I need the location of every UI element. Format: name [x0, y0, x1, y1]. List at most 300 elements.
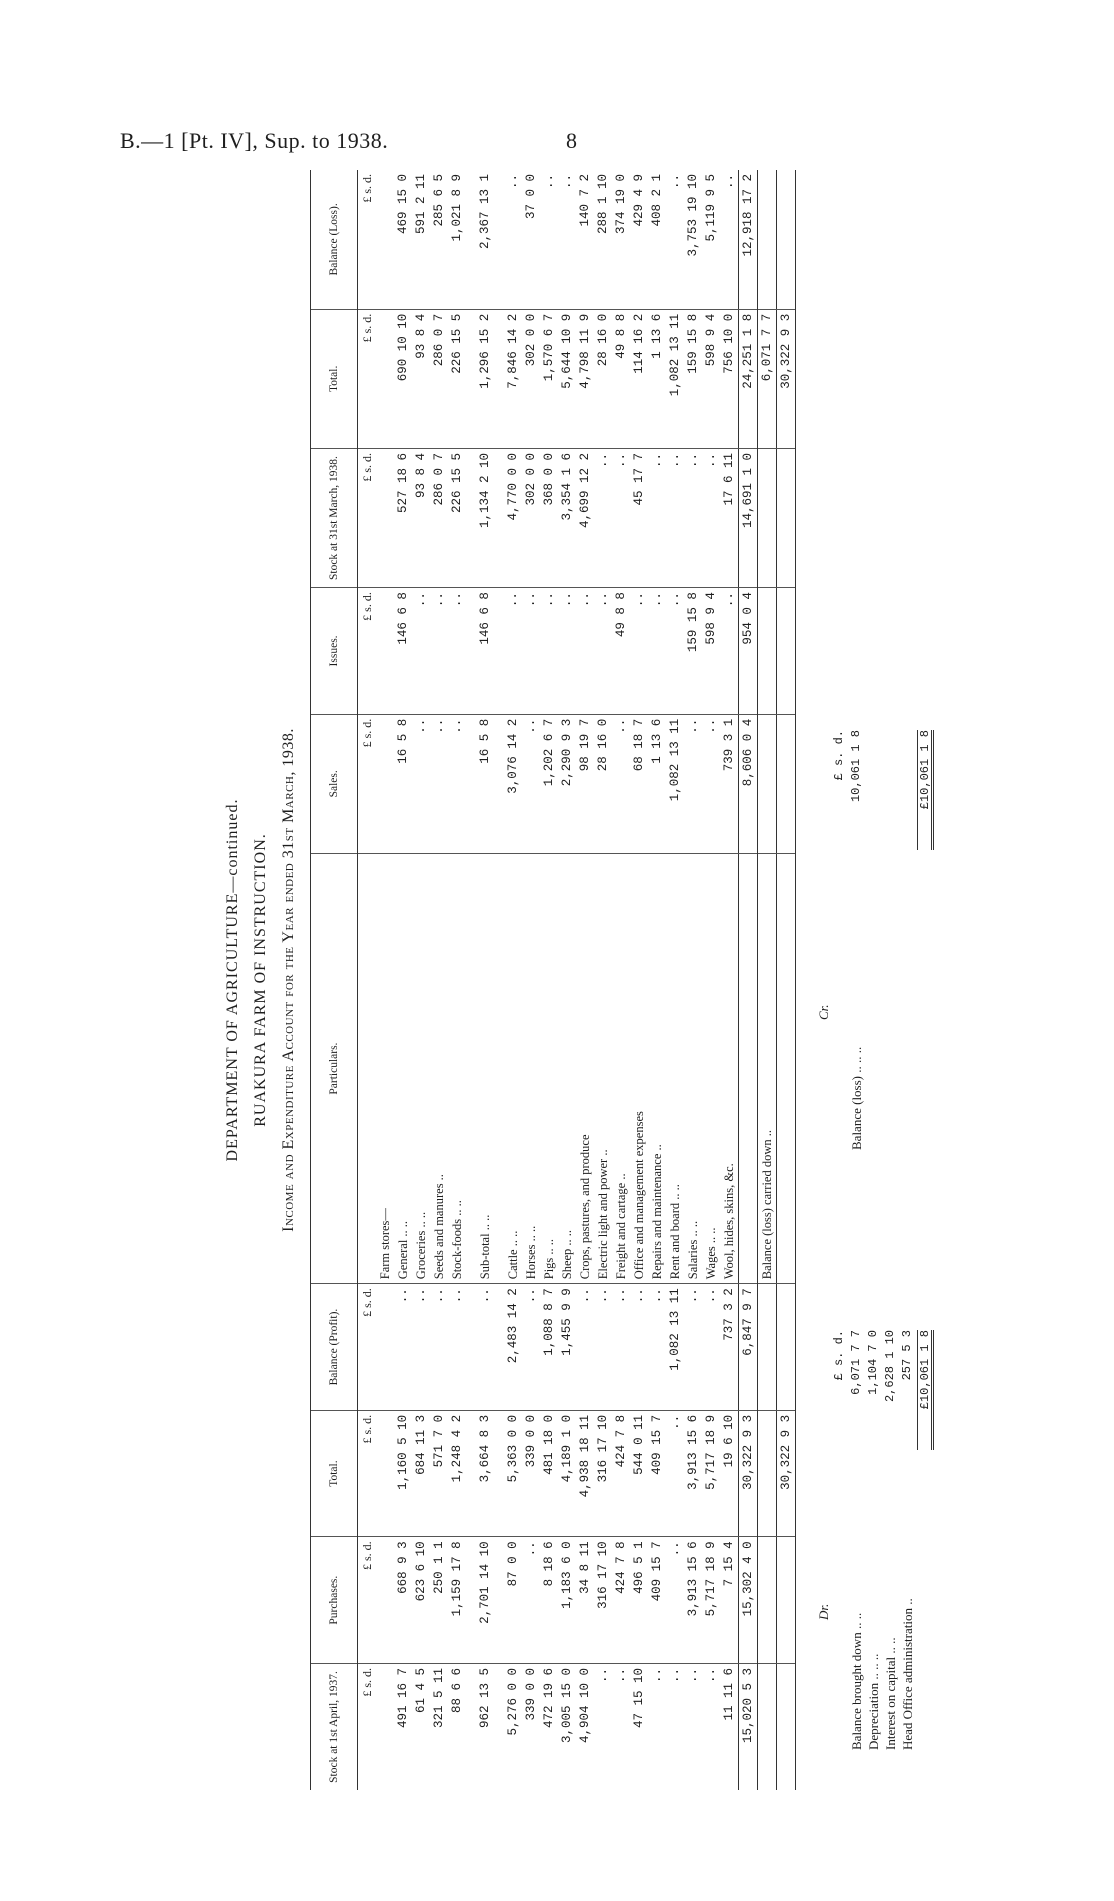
amount-cell: ..	[666, 1410, 684, 1537]
gap-cell	[466, 1410, 476, 1537]
amount-cell: 339 0 0	[524, 1667, 538, 1721]
amount-cell: 28 16 0	[594, 714, 612, 853]
amount-cell: 8 18 6	[540, 1537, 558, 1664]
particulars-cell: Cattle .. ..	[504, 853, 522, 1283]
gap-cell	[466, 714, 476, 853]
particulars-cell: Pigs .. ..	[540, 853, 558, 1283]
table-header	[311, 170, 358, 1790]
amount-cell: 339 0 0	[522, 1410, 540, 1537]
amount-cell: 302 0 0	[522, 448, 540, 587]
amount-cell: ..	[684, 448, 702, 587]
amount-cell: 1,248 4 2	[448, 1410, 466, 1537]
particulars-cell: Freight and cartage ..	[612, 853, 630, 1283]
grand-total-cell	[777, 448, 796, 587]
table-row	[430, 170, 448, 1790]
gap-cell	[494, 170, 504, 309]
amount-cell: 4,699 12 2	[576, 448, 594, 587]
amount-cell: 598 9 4	[702, 309, 720, 448]
page-number: 8	[566, 128, 577, 153]
gap-cell	[494, 1284, 504, 1411]
amount-cell: ..	[522, 1537, 540, 1664]
amount-cell: 11 11 6	[722, 1667, 736, 1721]
amount-cell: ..	[684, 1284, 702, 1411]
amount-cell: ..	[594, 588, 612, 715]
amount-cell: 98 19 7	[576, 714, 594, 853]
particulars-cell: Electric light and power ..	[594, 853, 612, 1283]
rotated-account	[220, 170, 932, 1790]
table-row	[448, 170, 466, 1790]
carried-down-row	[758, 170, 777, 1790]
amount-cell: 19 6 10	[720, 1410, 739, 1537]
amount-cell: 739 3 1	[720, 714, 739, 853]
amount-cell: 93 8 4	[412, 448, 430, 587]
table-row	[504, 170, 522, 1790]
amount-cell: ..	[504, 588, 522, 715]
amount-cell: 140 7 2	[576, 170, 594, 309]
amount-cell: 2,701 14 10	[476, 1537, 494, 1664]
totals-row	[739, 170, 758, 1790]
balance-section	[816, 170, 934, 1790]
amount-cell: 7 15 4	[720, 1537, 739, 1664]
amount-cell: 1,570 6 7	[540, 309, 558, 448]
amount-cell: ..	[648, 1284, 666, 1411]
amount-cell: 481 18 0	[540, 1410, 558, 1537]
balance-amount: 257 5 3	[900, 1330, 914, 1381]
particulars-cell: Repairs and maintenance ..	[648, 853, 666, 1283]
amount-cell: ..	[612, 448, 630, 587]
amount-cell: ..	[614, 1667, 628, 1683]
gap-cell	[494, 588, 504, 715]
department-title: DEPARTMENT OF AGRICULTURE—continued.	[224, 798, 241, 1162]
gap-cell	[494, 714, 504, 853]
amount-cell: ..	[648, 588, 666, 715]
column-header: Purchases.	[311, 1537, 358, 1664]
amount-cell: 226 15 5	[448, 309, 466, 448]
particulars-cell: Seeds and manures ..	[430, 853, 448, 1283]
unit-cell: £ s. d.	[358, 1537, 377, 1664]
debit-heading: Dr.	[816, 1603, 831, 1620]
amount-cell: 3,664 8 3	[476, 1410, 494, 1537]
credit-heading: Cr.	[816, 1004, 831, 1020]
total-cell: 15,020 5 3	[739, 1663, 758, 1790]
debit-total: £10,061 1 8	[917, 1330, 934, 1450]
total-cell: 954 0 4	[739, 588, 758, 715]
amount-cell: ..	[630, 1284, 648, 1411]
amount-cell	[376, 1663, 394, 1790]
amount-cell: 491 16 7	[396, 1667, 410, 1728]
column-header: Balance (Loss).	[311, 170, 358, 309]
particulars-cell: Crops, pastures, and produce	[576, 853, 594, 1283]
amount-cell: ..	[558, 588, 576, 715]
amount-cell: ..	[630, 588, 648, 715]
row-gap	[494, 170, 504, 1790]
amount-cell: ..	[702, 714, 720, 853]
amount-cell	[376, 1284, 394, 1411]
amount-cell	[376, 309, 394, 448]
amount-cell	[376, 714, 394, 853]
unit-label: £ s. d.	[832, 730, 846, 781]
amount-cell: 49 8 8	[612, 309, 630, 448]
amount-cell: ..	[720, 588, 739, 715]
particulars-cell: Wages .. ..	[702, 853, 720, 1283]
amount-cell: ..	[430, 1284, 448, 1411]
amount-cell: 68 18 7	[630, 714, 648, 853]
gap-cell	[494, 1537, 504, 1664]
amount-cell: 3,005 15 0	[560, 1667, 574, 1743]
amount-cell: 34 8 11	[576, 1537, 594, 1664]
unit-cell	[358, 853, 377, 1283]
total-cell: 24,251 1 8	[739, 309, 758, 448]
amount-cell: ..	[448, 1284, 466, 1411]
amount-cell: 37 0 0	[522, 170, 540, 309]
unit-cell: £ s. d.	[359, 1667, 374, 1697]
amount-cell: ..	[612, 1284, 630, 1411]
balance-label: Head Office administration ..	[900, 1598, 915, 1750]
total-cell: 12,918 17 2	[739, 170, 758, 309]
unit-cell: £ s. d.	[358, 170, 377, 309]
amount-cell: 316 17 10	[594, 1410, 612, 1537]
amount-cell: ..	[666, 1537, 684, 1664]
amount-cell: ..	[666, 588, 684, 715]
amount-cell: ..	[594, 1284, 612, 1411]
balance-row	[849, 590, 866, 1150]
amount-cell: 623 6 10	[412, 1537, 430, 1664]
amount-cell: ..	[448, 714, 466, 853]
particulars-cell: Sub-total .. ..	[476, 853, 494, 1283]
balance-label: Balance brought down .. ..	[849, 1612, 864, 1750]
amount-cell: ..	[394, 1284, 412, 1411]
unit-cell: £ s. d.	[358, 1410, 377, 1537]
carried-cell	[758, 448, 777, 587]
column-header: Stock at 1st April, 1937.	[311, 1663, 358, 1790]
amount-cell: ..	[666, 170, 684, 309]
amount-cell: ..	[522, 714, 540, 853]
amount-cell: 962 13 5	[478, 1667, 492, 1728]
amount-cell: 591 2 11	[412, 170, 430, 309]
amount-cell: 1,082 13 11	[666, 309, 684, 448]
balance-row	[866, 1190, 883, 1750]
grand-total-cell	[777, 714, 796, 853]
amount-cell: ..	[476, 1284, 494, 1411]
amount-cell: ..	[668, 1667, 682, 1683]
table-row	[702, 170, 720, 1790]
particulars-cell: General .. ..	[394, 853, 412, 1283]
amount-cell: 159 15 8	[684, 588, 702, 715]
amount-cell: 1 13 6	[648, 309, 666, 448]
particulars-cell: Wool, hides, skins, &c.	[720, 853, 739, 1283]
account-title: Income and Expenditure Account for the Year ended 31st March, 1938.	[280, 728, 297, 1232]
amount-cell: ..	[430, 714, 448, 853]
amount-cell: 2,367 13 1	[476, 170, 494, 309]
amount-cell	[376, 588, 394, 715]
gap-cell	[466, 170, 476, 309]
amount-cell: 7,846 14 2	[504, 309, 522, 448]
amount-cell: ..	[412, 1284, 430, 1411]
table-row	[684, 170, 702, 1790]
amount-cell: 1,088 8 7	[540, 1284, 558, 1411]
amount-cell: 1,160 5 10	[394, 1410, 412, 1537]
amount-cell: ..	[720, 170, 739, 309]
table-row	[666, 170, 684, 1790]
amount-cell: 5,717 18 9	[702, 1410, 720, 1537]
particulars-cell: Rent and board .. ..	[666, 853, 684, 1283]
amount-cell: 496 5 1	[630, 1537, 648, 1664]
amount-cell: ..	[704, 1667, 718, 1683]
amount-cell: ..	[650, 1667, 664, 1683]
amount-cell: ..	[540, 170, 558, 309]
grand-total-cell	[777, 853, 796, 1283]
gap-cell	[466, 1284, 476, 1411]
amount-cell: ..	[594, 448, 612, 587]
amount-cell: 288 1 10	[594, 170, 612, 309]
amount-cell: 472 19 6	[542, 1667, 556, 1728]
amount-cell	[376, 448, 394, 587]
amount-cell: 4,798 11 9	[576, 309, 594, 448]
amount-cell: 424 7 8	[612, 1410, 630, 1537]
amount-cell: ..	[666, 448, 684, 587]
amount-cell: 598 9 4	[702, 588, 720, 715]
amount-cell: 93 8 4	[412, 309, 430, 448]
debit-side	[816, 1190, 934, 1790]
amount-cell: ..	[412, 714, 430, 853]
amount-cell: 3,913 15 6	[684, 1410, 702, 1537]
amount-cell: 1,183 6 0	[558, 1537, 576, 1664]
amount-cell: ..	[648, 448, 666, 587]
amount-cell: 1,082 13 11	[666, 1284, 684, 1411]
amount-cell: 3,354 1 6	[558, 448, 576, 587]
grand-total-cell	[777, 1663, 796, 1790]
amount-cell: 424 7 8	[612, 1537, 630, 1664]
gap-cell	[494, 309, 504, 448]
carried-cell	[758, 1663, 777, 1790]
table-row	[376, 170, 394, 1790]
amount-cell: ..	[702, 1284, 720, 1411]
table-row	[612, 170, 630, 1790]
amount-cell: 3,076 14 2	[504, 714, 522, 853]
amount-cell: 17 6 11	[720, 448, 739, 587]
table-row	[394, 170, 412, 1790]
amount-cell: 2,290 9 3	[558, 714, 576, 853]
amount-cell: 146 6 8	[394, 588, 412, 715]
amount-cell: 1,296 15 2	[476, 309, 494, 448]
unit-cell: £ s. d.	[358, 448, 377, 587]
amount-cell: 286 0 7	[430, 448, 448, 587]
grand-total-cell	[777, 170, 796, 309]
column-header: Particulars.	[311, 853, 358, 1283]
amount-cell: 409 15 7	[648, 1410, 666, 1537]
column-header: Sales.	[311, 714, 358, 853]
amount-cell: 159 15 8	[684, 309, 702, 448]
amount-cell	[376, 170, 394, 309]
amount-cell: 114 16 2	[630, 309, 648, 448]
amount-cell: ..	[558, 170, 576, 309]
table-body	[358, 170, 796, 1790]
amount-cell: 5,119 9 5	[702, 170, 720, 309]
grand-total-cell	[777, 1537, 796, 1664]
amount-cell: 1 13 6	[648, 714, 666, 853]
column-header: Stock at 31st March, 1938.	[311, 448, 358, 587]
amount-cell: ..	[504, 170, 522, 309]
table-row	[522, 170, 540, 1790]
particulars-cell: Stock-foods .. ..	[448, 853, 466, 1283]
unit-cell: £ s. d.	[358, 714, 377, 853]
unit-cell: £ s. d.	[358, 588, 377, 715]
grand-total-cell	[777, 588, 796, 715]
carried-cell: Balance (loss) carried down ..	[758, 853, 777, 1283]
amount-cell: 2,483 14 2	[504, 1284, 522, 1411]
balance-amount: 1,104 7 0	[866, 1330, 880, 1395]
amount-cell: 49 8 8	[612, 588, 630, 715]
balance-label: Interest on capital .. ..	[883, 1637, 898, 1750]
particulars-cell: Salaries .. ..	[684, 853, 702, 1283]
amount-cell: 88 6 6	[450, 1667, 464, 1713]
amount-cell: 3,753 19 10	[684, 170, 702, 309]
balance-amount: 2,628 1 10	[883, 1330, 897, 1403]
amount-cell: 5,644 10 9	[558, 309, 576, 448]
particulars-cell: Groceries .. ..	[412, 853, 430, 1283]
amount-cell: ..	[684, 714, 702, 853]
amount-cell: 286 0 7	[430, 309, 448, 448]
amount-cell: ..	[596, 1667, 610, 1683]
table-row	[558, 170, 576, 1790]
gap-cell	[494, 1663, 504, 1790]
amount-cell: 5,717 18 9	[702, 1537, 720, 1664]
row-gap	[466, 170, 476, 1790]
amount-cell: 5,363 0 0	[504, 1410, 522, 1537]
amount-cell: 4,770 0 0	[504, 448, 522, 587]
amount-cell: 250 1 1	[430, 1537, 448, 1664]
amount-cell: 321 5 11	[432, 1667, 446, 1728]
carried-cell	[758, 1537, 777, 1664]
credit-total: £10,061 1 8	[917, 730, 934, 850]
unit-cell: £ s. d.	[358, 309, 377, 448]
table-row	[648, 170, 666, 1790]
table-row	[576, 170, 594, 1790]
gap-cell	[494, 853, 504, 1283]
amount-cell: 4,189 1 0	[558, 1410, 576, 1537]
amount-cell: 1,159 17 8	[448, 1537, 466, 1664]
amount-cell: 368 0 0	[540, 448, 558, 587]
grand-total-row	[777, 170, 796, 1790]
amount-cell: 1,455 9 9	[558, 1284, 576, 1411]
column-header: Balance (Profit).	[311, 1284, 358, 1411]
amount-cell: 28 16 0	[594, 309, 612, 448]
amount-cell: 3,913 15 6	[684, 1537, 702, 1664]
column-header: Total.	[311, 309, 358, 448]
carried-cell	[758, 170, 777, 309]
balance-row	[900, 1190, 917, 1750]
column-header: Total.	[311, 1410, 358, 1537]
balance-label: Depreciation .. .. ..	[866, 1653, 881, 1750]
gap-cell	[466, 588, 476, 715]
credit-side	[816, 590, 934, 1190]
balance-row	[849, 1190, 866, 1750]
amount-cell: 408 2 1	[648, 170, 666, 309]
amount-cell: ..	[540, 588, 558, 715]
amount-cell: 684 11 3	[412, 1410, 430, 1537]
total-cell: 15,302 4 0	[739, 1537, 758, 1664]
unit-row	[358, 170, 377, 1790]
particulars-cell: Horses .. ..	[522, 853, 540, 1283]
total-cell: 30,322 9 3	[739, 1410, 758, 1537]
table-row	[412, 170, 430, 1790]
balance-amount: 6,071 7 7	[849, 1330, 863, 1395]
amount-cell: 409 15 7	[648, 1537, 666, 1664]
carried-cell	[758, 1410, 777, 1537]
gap-cell	[466, 853, 476, 1283]
particulars-cell: Sheep .. ..	[558, 853, 576, 1283]
column-header: Issues.	[311, 588, 358, 715]
amount-cell: 469 15 0	[394, 170, 412, 309]
amount-cell: 302 0 0	[522, 309, 540, 448]
particulars-cell: Farm stores—	[376, 853, 394, 1283]
amount-cell: 690 10 10	[394, 309, 412, 448]
carried-cell: 6,071 7 7	[758, 309, 777, 448]
amount-cell: ..	[686, 1667, 700, 1683]
unit-label: £ s. d.	[832, 1330, 846, 1381]
grand-total-cell: 30,322 9 3	[777, 1410, 796, 1537]
amount-cell: ..	[612, 714, 630, 853]
farm-title: RUAKURA FARM OF INSTRUCTION.	[252, 833, 269, 1127]
amount-cell: 1,134 2 10	[476, 448, 494, 587]
balance-row	[883, 1190, 900, 1750]
amount-cell: 5,276 0 0	[506, 1667, 520, 1736]
carried-cell	[758, 588, 777, 715]
amount-cell	[376, 1537, 394, 1664]
amount-cell: ..	[702, 448, 720, 587]
balance-amount: 10,061 1 8	[849, 730, 863, 803]
amount-cell: 16 5 8	[476, 714, 494, 853]
amount-cell: 1,082 13 11	[666, 714, 684, 853]
table-row	[594, 170, 612, 1790]
amount-cell: 16 5 8	[394, 714, 412, 853]
table-row	[630, 170, 648, 1790]
carried-cell	[758, 1284, 777, 1411]
grand-total-cell	[777, 1284, 796, 1411]
amount-cell: ..	[576, 588, 594, 715]
amount-cell: 544 0 11	[630, 1410, 648, 1537]
amount-cell: ..	[412, 588, 430, 715]
gap-cell	[494, 448, 504, 587]
grand-total-cell: 30,322 9 3	[777, 309, 796, 448]
total-cell: 14,691 1 0	[739, 448, 758, 587]
amount-cell: 1,021 8 9	[448, 170, 466, 309]
table-row	[540, 170, 558, 1790]
amount-cell: 285 6 5	[430, 170, 448, 309]
amount-cell: 571 7 0	[430, 1410, 448, 1537]
gap-cell	[466, 1537, 476, 1664]
amount-cell: 374 19 0	[612, 170, 630, 309]
amount-cell: 87 0 0	[504, 1537, 522, 1664]
particulars-cell: Office and management expenses	[630, 853, 648, 1283]
amount-cell	[376, 1410, 394, 1537]
table-row	[476, 170, 494, 1790]
amount-cell: 756 10 0	[720, 309, 739, 448]
amount-cell: 316 17 10	[594, 1537, 612, 1664]
table-row	[720, 170, 739, 1790]
page-header: B.—1 [Pt. IV], Sup. to 1938.	[120, 128, 389, 153]
amount-cell: 527 18 6	[394, 448, 412, 587]
titles	[224, 170, 298, 1790]
account-table	[310, 170, 796, 1790]
gap-cell	[466, 309, 476, 448]
amount-cell: 47 15 10	[632, 1667, 646, 1728]
carried-cell	[758, 714, 777, 853]
amount-cell: ..	[522, 1284, 540, 1411]
amount-cell: ..	[448, 588, 466, 715]
amount-cell: 1,202 6 7	[540, 714, 558, 853]
gap-cell	[494, 1410, 504, 1537]
